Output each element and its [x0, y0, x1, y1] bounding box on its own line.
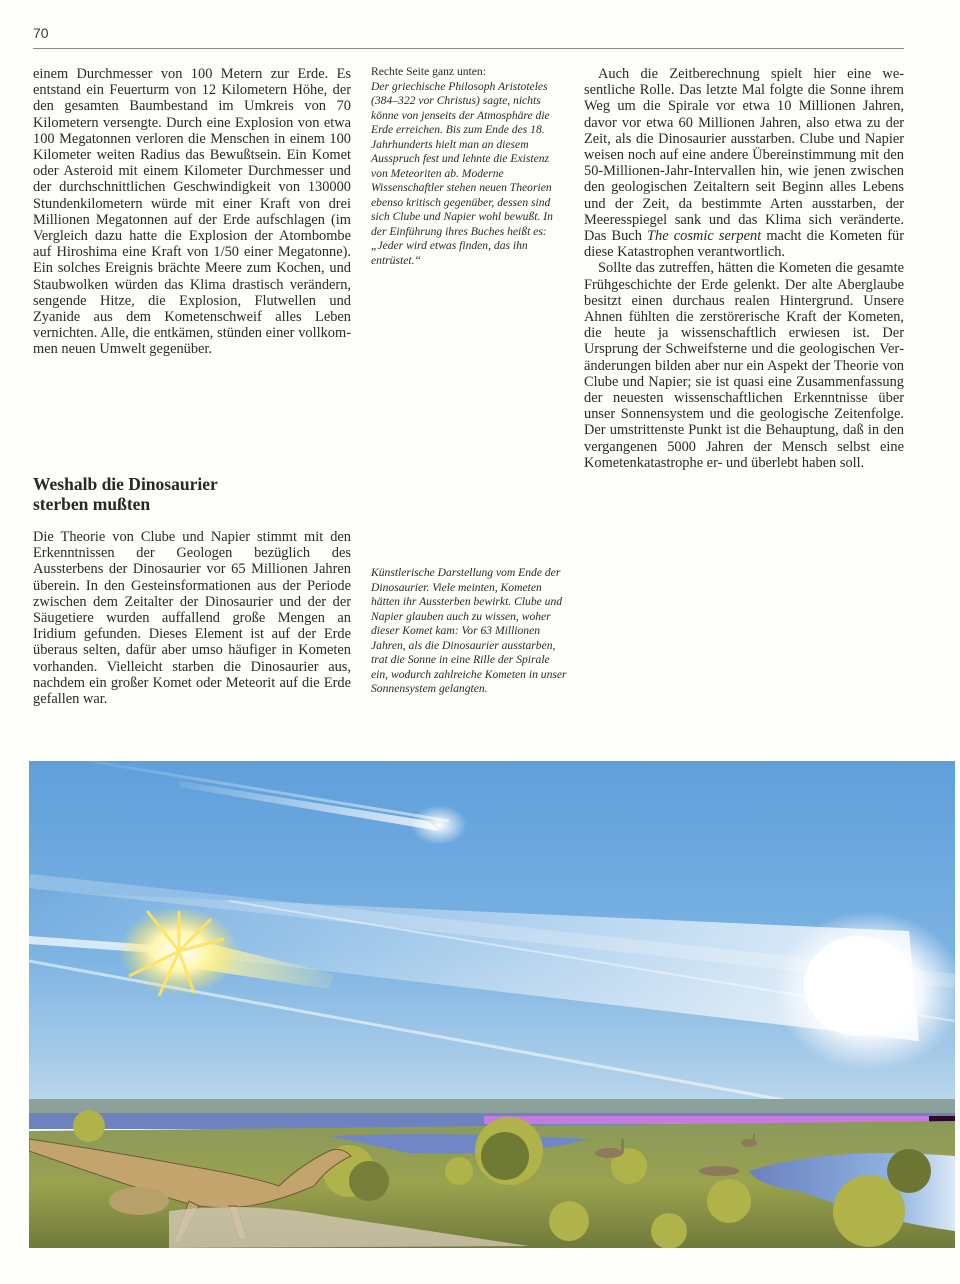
book-title: The cosmic serpent — [647, 228, 762, 245]
illustration-graphic — [29, 761, 955, 1248]
body-paragraph: Sollte das zutreffen, hätten die Kometen die gesamte Frühgeschichte der Erde gelenkt. Der alte Aberglaube besitzt einen durchaus realen Hintergrund. Unsere Ahnen fühlten die zerstörerische Kraft der Kometen, die heute ja wissenschaftlich erwiesen ist. Der Ursprung der Schweifsterne und die geologischen Veränderungen bilden aber nur ein Aspekt der Theorie von Clube und Napier; sie ist quasi eine Zusammenfassung der neuesten wissenschaftlichen Erkenntnisse über unser Sonnensystem und die geologische Zeitenfolge. Der umstrittenste Punkt ist die Behauptung, daß in den vergangenen 5000 Jahren der Mensch selbst eine Kometenkatastrophe er- und überlebt haben soll. — [584, 260, 904, 471]
page-number: 70 — [33, 25, 49, 41]
left-column-lower — [33, 529, 351, 707]
body-paragraph: Die Theorie von Clube und Napier stimmt mit den Erkenntnissen der Geologen bezüglich des Aussterbens der Dinosaurier vor 65 Millionen Jahren überein. In den Gesteinsformationen aus der Periode zwischen dem Zeitalter der Dinosaurier und der der Säugetiere wurden auffallend große Mengen an Iridium gefunden. Dieses Element ist auf der Erde überaus selten, dafür aber umso häufiger in Kometen vorhanden. Vielleicht starben die Dinosaurier aus, nachdem ein großer Komet oder Meteorit auf die Erde gefallen war. — [33, 529, 351, 708]
left-column-upper — [33, 66, 351, 358]
section-heading-line: Weshalb die Dinosaurier — [33, 474, 218, 494]
section-heading — [33, 474, 351, 514]
body-text: macht die Kometen für diese Katastrophen verantwortlich. — [584, 228, 905, 261]
body-paragraph — [584, 66, 904, 260]
small-dinosaur — [109, 1187, 169, 1215]
sidenote-text: Der griechische Philosoph Aristoteles (384–322 vor Christus) sagte, nichts könne von jenseits der Atmosphäre die Erde erreichen. Bis zum Ende des 18. Jahrhunderts hielt man an diesem Ausspruch fest und lehnte die Existenz von Meteoriten ab. Moderne Wissenschaftler stehen neuen Theorien ebenso kritisch gegenüber, dessen sind sich Clube und Napier wohl bewußt. In der Einführung ihres Buches heißt es: „Jeder wird etwas finden, das ihn entrüstet.“ — [371, 79, 553, 267]
header-rule — [33, 48, 904, 49]
big-comet-core — [804, 936, 914, 1036]
section-heading-line: sterben mußten — [33, 494, 151, 514]
right-column — [584, 66, 904, 471]
image-caption: Künstlerische Darstellung vom Ende der Dinosaurier. Viele meinten, Kometen hätten ihr Aussterben bewirkt. Clube und Napier glauben auch zu wissen, woher dieser Komet kam: Vor 63 Millionen Jahren, als die Dinosaurier ausstarben, trat die Sonne in eine Rille der Spirale ein, wodurch zahlreiche Kometen in unser Sonnensystem gelangten. — [371, 566, 567, 695]
small-comet — [411, 805, 467, 845]
sidenote — [371, 65, 567, 268]
sidenote-lead: Rechte Seite ganz unten: — [371, 65, 486, 78]
body-text: Auch die Zeitberechnung spielt hier eine wesentliche Rolle. Das letzte Mal folgte die Sonne ihrem Weg um die Spirale vor etwa 10 Millionen Jahren, davor vor etwa 60 Millionen Jahren, also etwa zu der Zeit, als die Dinosaurier ausstarben. Clube und Napier weisen noch auf eine andere Übereinstimmung mit den 50-Millionen-Jahr-Intervallen hin, wie jenen zwischen den geologischen Zeitaltern seit Beginn alles Lebens und der Zeit, da bestimmte Arten ausstarben, der Meeresspiegel sank und das Klima sich veränderte. Das Buch — [584, 66, 904, 245]
dinosaur-comet-illustration — [29, 761, 955, 1248]
body-paragraph: einem Durchmesser von 100 Metern zur Erde. Es entstand ein Feuerturm von 12 Kilometern Höhe, der den gesamten Baumbestand im Umkreis von 70 Kilometern versengte. Durch eine Explosion von etwa 100 Megatonnen verloren die Menschen in einem 100 Kilometer weiten Radius das Bewußtsein. Ein Komet oder Asteroid mit einem Kilometer Durchmesser und der durchschnittlichen Geschwindigkeit von 130000 Stundenkilometern würde mit einer Kraft von drei Millionen Megatonnen auf der Erde aufschlagen (im Vergleich dazu hatte die Explosion der Atombombe auf Hiroshima eine Kraft von 1/50 einer Megatonne). Ein solches Ereignis brächte Meere zum Kochen, und Staubwolken würden das Klima drastisch verändern, sengende Hitze, die Explosion, Flutwellen und Zyanide aus dem Kometenschweif alles Leben vernichten. Alle, die entkämen, stünden einer vollkommen neuen Umwelt gegenüber. — [33, 66, 351, 358]
